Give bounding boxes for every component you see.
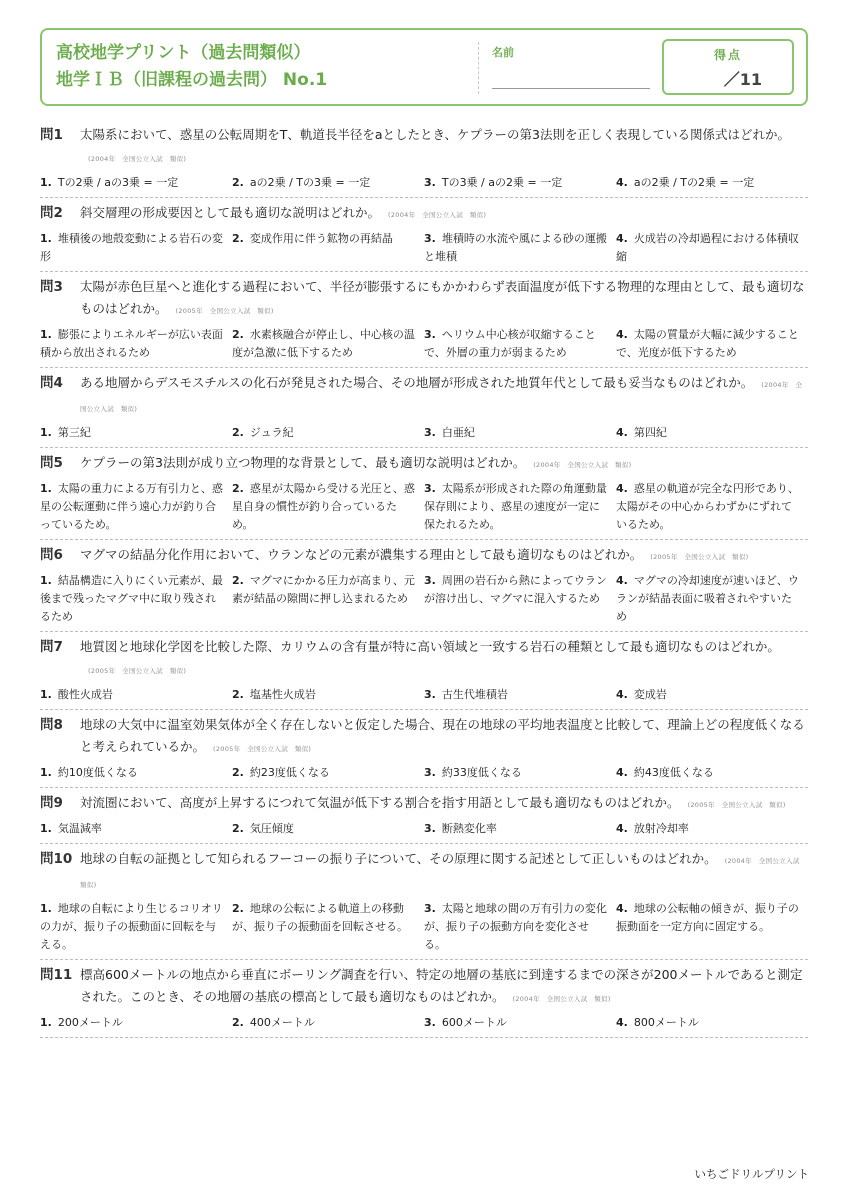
- score-label: 得点: [713, 48, 742, 62]
- question-source: (2004年 全国公立入試 類似): [88, 155, 187, 163]
- option-text: 地球の自転により生じるコリオリの力が、振り子の振動面に回転を与える。: [40, 902, 223, 951]
- worksheet-header: [40, 28, 808, 106]
- question-source: (2005年 全国公立入試 類似): [175, 307, 274, 315]
- answer-options: [40, 1014, 808, 1032]
- question-source: (2005年 全国公立入試 類似): [213, 745, 312, 753]
- question-source: (2004年 全国公立入試 類似): [80, 857, 807, 889]
- question-text: [80, 124, 808, 170]
- option-text: 第四紀: [633, 426, 667, 439]
- question-number: 問11: [40, 967, 73, 983]
- answer-option[interactable]: [616, 230, 808, 266]
- option-text: 気温減率: [57, 822, 102, 835]
- question-text: [80, 636, 808, 682]
- option-text: 膨張によりエネルギーが広い表面積から放出されるため: [40, 328, 223, 359]
- question-text: [80, 964, 808, 1010]
- answer-option[interactable]: [616, 686, 808, 704]
- question-item: [40, 710, 808, 788]
- answer-option[interactable]: [616, 424, 808, 442]
- option-text: 太陽と地球の間の万有引力の変化が、振り子の振動方向を変化させる。: [424, 902, 607, 951]
- option-number: 1.: [40, 902, 52, 915]
- option-number: 4.: [616, 688, 628, 701]
- answer-option[interactable]: [424, 1014, 616, 1032]
- option-number: 2.: [232, 232, 244, 245]
- option-number: 2.: [232, 1016, 244, 1029]
- answer-options: [40, 572, 808, 626]
- answer-option[interactable]: [232, 764, 424, 782]
- question-body: 地質図と地球化学図を比較した際、カリウムの含有量が特に高い領域と一致する岩石の種類として最も適切なものはどれか。: [80, 639, 780, 654]
- question-row: [40, 276, 808, 322]
- question-number: 問4: [40, 375, 63, 391]
- answer-options: [40, 480, 808, 534]
- question-item: [40, 198, 808, 272]
- answer-option[interactable]: [40, 174, 232, 192]
- answer-option[interactable]: [424, 424, 616, 442]
- option-text: マグマの冷却速度が速いほど、ウランが結晶表面に吸着されやすいため: [616, 574, 799, 623]
- question-number: 問8: [40, 717, 63, 733]
- option-text: 断熱変化率: [441, 822, 497, 835]
- question-row: [40, 636, 808, 682]
- question-item: [40, 632, 808, 710]
- option-text: 800メートル: [633, 1016, 699, 1029]
- question-item: [40, 120, 808, 198]
- option-text: 200メートル: [57, 1016, 123, 1029]
- answer-option[interactable]: [40, 764, 232, 782]
- option-text: 太陽の質量が大幅に減少することで、光度が低下するため: [616, 328, 799, 359]
- answer-option[interactable]: [232, 820, 424, 838]
- option-number: 3.: [424, 822, 436, 835]
- question-text: [80, 544, 808, 568]
- option-number: 2.: [232, 766, 244, 779]
- question-text: [80, 848, 808, 896]
- question-body: 対流圏において、高度が上昇するにつれて気温が低下する割合を指す用語として最も適切なものはどれか。: [80, 795, 680, 810]
- answer-options: [40, 230, 808, 266]
- question-text: [80, 792, 808, 816]
- option-number: 4.: [616, 902, 628, 915]
- question-number: 問5: [40, 455, 63, 471]
- option-number: 3.: [424, 902, 436, 915]
- question-row: [40, 202, 808, 226]
- option-number: 4.: [616, 766, 628, 779]
- answer-option[interactable]: [40, 820, 232, 838]
- answer-options: [40, 686, 808, 704]
- answer-option[interactable]: [616, 1014, 808, 1032]
- answer-option[interactable]: [424, 900, 616, 954]
- answer-option[interactable]: [424, 764, 616, 782]
- question-number: 問3: [40, 279, 63, 295]
- answer-option[interactable]: [40, 230, 232, 266]
- option-number: 1.: [40, 426, 52, 439]
- question-text: [80, 372, 808, 420]
- answer-option[interactable]: [616, 820, 808, 838]
- option-number: 4.: [616, 328, 628, 341]
- answer-option[interactable]: [232, 1014, 424, 1032]
- question-row: [40, 848, 808, 896]
- option-text: Tの3乗 / aの2乗 = 一定: [441, 176, 563, 189]
- question-source: (2004年 全国公立入試 類似): [512, 995, 611, 1003]
- option-number: 2.: [232, 822, 244, 835]
- answer-option[interactable]: [40, 480, 232, 534]
- option-number: 4.: [616, 232, 628, 245]
- option-number: 1.: [40, 176, 52, 189]
- question-row: [40, 124, 808, 170]
- option-text: 結晶構造に入りにくい元素が、最後まで残ったマグマ中に取り残されるため: [40, 574, 223, 623]
- answer-option[interactable]: [232, 326, 424, 362]
- score-total: ／11: [723, 70, 762, 89]
- question-number: 問6: [40, 547, 63, 563]
- question-body: マグマの結晶分化作用において、ウランなどの元素が濃集する理由として最も適切なものはどれか。: [80, 547, 643, 562]
- option-number: 1.: [40, 328, 52, 341]
- option-number: 3.: [424, 328, 436, 341]
- question-source: (2004年 全国公立入試 類似): [80, 381, 803, 413]
- question-body: 太陽が赤色巨星へと進化する過程において、半径が膨張するにもかかわらず表面温度が低下する物理的な理由として、最も適切なものはどれか。: [80, 279, 805, 316]
- question-item: [40, 448, 808, 540]
- question-item: [40, 844, 808, 960]
- option-text: ジュラ紀: [249, 426, 294, 439]
- option-number: 4.: [616, 426, 628, 439]
- answer-option[interactable]: [40, 424, 232, 442]
- question-source: (2005年 全国公立入試 類似): [650, 553, 749, 561]
- question-source: (2005年 全国公立入試 類似): [88, 667, 187, 675]
- answer-option[interactable]: [232, 174, 424, 192]
- option-text: マグマにかかる圧力が高まり、元素が結晶の隙間に押し込まれるため: [232, 574, 415, 605]
- answer-option[interactable]: [40, 572, 232, 626]
- option-number: 1.: [40, 482, 52, 495]
- option-text: 約43度低くなる: [633, 766, 714, 779]
- answer-options: [40, 764, 808, 782]
- option-number: 2.: [232, 688, 244, 701]
- answer-options: [40, 820, 808, 838]
- question-text: [80, 452, 808, 476]
- option-text: Tの2乗 / aの3乗 = 一定: [57, 176, 179, 189]
- question-body: 太陽系において、惑星の公転周期をT、軌道長半径をaとしたとき、ケプラーの第3法則を正しく表現している関係式はどれか。: [80, 127, 791, 142]
- score-box: [662, 39, 794, 95]
- question-body: 地球の大気中に温室効果気体が全く存在しないと仮定した場合、現在の地球の平均地表温度と比較して、理論上どの程度低くなると考えられているか。: [80, 717, 805, 754]
- option-text: 変成岩: [633, 688, 667, 701]
- option-number: 3.: [424, 482, 436, 495]
- answer-option[interactable]: [424, 820, 616, 838]
- answer-option[interactable]: [232, 480, 424, 534]
- question-body: ケプラーの第3法則が成り立つ物理的な背景として、最も適切な説明はどれか。: [80, 455, 526, 470]
- answer-option[interactable]: [424, 326, 616, 362]
- answer-option[interactable]: [40, 326, 232, 362]
- question-number: 問2: [40, 205, 63, 221]
- option-number: 2.: [232, 176, 244, 189]
- answer-option[interactable]: [616, 572, 808, 626]
- option-text: 約33度低くなる: [441, 766, 522, 779]
- option-text: aの2乗 / Tの3乗 = 一定: [249, 176, 371, 189]
- answer-option[interactable]: [616, 900, 808, 954]
- question-text: [80, 202, 808, 226]
- option-text: 塩基性火成岩: [249, 688, 316, 701]
- option-number: 2.: [232, 426, 244, 439]
- option-text: 600メートル: [441, 1016, 507, 1029]
- answer-option[interactable]: [424, 686, 616, 704]
- question-body: 斜交層理の形成要因として最も適切な説明はどれか。: [80, 205, 381, 220]
- question-number: 問9: [40, 795, 63, 811]
- option-text: 気圧傾度: [249, 822, 294, 835]
- question-row: [40, 714, 808, 760]
- question-number: 問10: [40, 851, 73, 867]
- answer-option[interactable]: [424, 572, 616, 626]
- question-number: 問1: [40, 127, 63, 143]
- option-text: 400メートル: [249, 1016, 315, 1029]
- question-row: [40, 372, 808, 420]
- question-text: [80, 714, 808, 760]
- option-text: 第三紀: [57, 426, 91, 439]
- option-number: 2.: [232, 902, 244, 915]
- question-text: [80, 276, 808, 322]
- answer-option[interactable]: [616, 326, 808, 362]
- answer-option[interactable]: [424, 480, 616, 534]
- worksheet-title: 高校地学プリント（過去問類似）: [56, 43, 311, 63]
- answer-option[interactable]: [232, 230, 424, 266]
- option-number: 1.: [40, 574, 52, 587]
- option-text: 太陽系が形成された際の角運動量保存則により、惑星の速度が一定に保たれるため。: [424, 482, 607, 531]
- option-number: 3.: [424, 574, 436, 587]
- option-number: 3.: [424, 688, 436, 701]
- option-text: 惑星が太陽から受ける光圧と、惑星自身の慣性が釣り合っているため。: [232, 482, 415, 531]
- option-number: 4.: [616, 176, 628, 189]
- option-text: ヘリウム中心核が収縮することで、外層の重力が弱まるため: [424, 328, 596, 359]
- option-text: 地球の公転軸の傾きが、振り子の振動面を一定方向に固定する。: [616, 902, 799, 933]
- option-text: 約23度低くなる: [249, 766, 330, 779]
- question-body: ある地層からデスモスチルスの化石が発見された場合、その地層が形成された地質年代として最も妥当なものはどれか。: [80, 375, 754, 390]
- question-row: [40, 792, 808, 816]
- question-body: 標高600メートルの地点から垂直にボーリング調査を行い、特定の地層の基底に到達するまでの深さが200メートルであると測定された。このとき、その地層の基底の標高として最も適切なものはどれか。: [80, 967, 803, 1004]
- answer-options: [40, 424, 808, 442]
- answer-option[interactable]: [616, 174, 808, 192]
- answer-option[interactable]: [616, 764, 808, 782]
- option-text: 火成岩の冷却過程における体積収縮: [616, 232, 799, 263]
- option-text: 太陽の重力による万有引力と、惑星の公転運動に伴う遠心力が釣り合っているため。: [40, 482, 223, 531]
- option-text: 約10度低くなる: [57, 766, 138, 779]
- option-text: 地球の公転による軌道上の移動が、振り子の振動面を回転させる。: [232, 902, 408, 933]
- answer-option[interactable]: [424, 230, 616, 266]
- option-number: 4.: [616, 1016, 628, 1029]
- answer-option[interactable]: [40, 1014, 232, 1032]
- option-text: 白亜紀: [441, 426, 475, 439]
- question-number: 問7: [40, 639, 63, 655]
- option-text: 水素核融合が停止し、中心核の温度が急激に低下するため: [232, 328, 415, 359]
- answer-option[interactable]: [616, 480, 808, 534]
- answer-option[interactable]: [232, 686, 424, 704]
- option-number: 4.: [616, 574, 628, 587]
- footer-brand: いちごドリルプリント: [694, 1167, 809, 1181]
- option-text: 酸性火成岩: [57, 688, 113, 701]
- option-number: 4.: [616, 822, 628, 835]
- answer-option[interactable]: [40, 900, 232, 954]
- question-item: [40, 272, 808, 368]
- option-number: 2.: [232, 328, 244, 341]
- question-row: [40, 544, 808, 568]
- answer-options: [40, 900, 808, 954]
- name-field[interactable]: [492, 88, 650, 89]
- option-number: 1.: [40, 1016, 52, 1029]
- option-number: 3.: [424, 232, 436, 245]
- option-text: 変成作用に伴う鉱物の再結晶: [249, 232, 393, 245]
- question-source: (2004年 全国公立入試 類似): [388, 211, 487, 219]
- answer-option[interactable]: [232, 900, 424, 954]
- title-block: [56, 40, 327, 94]
- question-item: [40, 960, 808, 1038]
- option-number: 2.: [232, 574, 244, 587]
- question-list: [40, 120, 808, 1038]
- option-number: 1.: [40, 232, 52, 245]
- option-number: 3.: [424, 766, 436, 779]
- worksheet-subtitle: 地学ＩＢ（旧課程の過去問） No.1: [56, 70, 328, 90]
- option-number: 3.: [424, 176, 436, 189]
- question-item: [40, 540, 808, 632]
- question-row: [40, 964, 808, 1010]
- option-text: aの2乗 / Tの2乗 = 一定: [633, 176, 755, 189]
- answer-options: [40, 326, 808, 362]
- answer-option[interactable]: [232, 424, 424, 442]
- option-number: 3.: [424, 426, 436, 439]
- option-number: 4.: [616, 482, 628, 495]
- option-number: 1.: [40, 688, 52, 701]
- question-source: (2005年 全国公立入試 類似): [687, 801, 786, 809]
- question-item: [40, 368, 808, 448]
- answer-option[interactable]: [424, 174, 616, 192]
- answer-options: [40, 174, 808, 192]
- option-number: 1.: [40, 822, 52, 835]
- question-source: (2004年 全国公立入試 類似): [533, 461, 632, 469]
- question-row: [40, 452, 808, 476]
- option-number: 3.: [424, 1016, 436, 1029]
- question-item: [40, 788, 808, 844]
- answer-option[interactable]: [232, 572, 424, 626]
- header-divider: [478, 42, 479, 94]
- option-text: 堆積後の地殻変動による岩石の変形: [40, 232, 223, 263]
- option-number: 2.: [232, 482, 244, 495]
- question-body: 地球の自転の証拠として知られるフーコーの振り子について、その原理に関する記述として正しいものはどれか。: [80, 851, 717, 866]
- name-label: 名前: [492, 46, 514, 59]
- answer-option[interactable]: [40, 686, 232, 704]
- option-text: 放射冷却率: [633, 822, 689, 835]
- option-text: 堆積時の水流や風による砂の運搬と堆積: [424, 232, 607, 263]
- option-text: 古生代堆積岩: [441, 688, 508, 701]
- option-number: 1.: [40, 766, 52, 779]
- option-text: 惑星の軌道が完全な円形であり、太陽がその中心からわずかにずれているため。: [616, 482, 799, 531]
- option-text: 周囲の岩石から熱によってウランが溶け出し、マグマに混入するため: [424, 574, 607, 605]
